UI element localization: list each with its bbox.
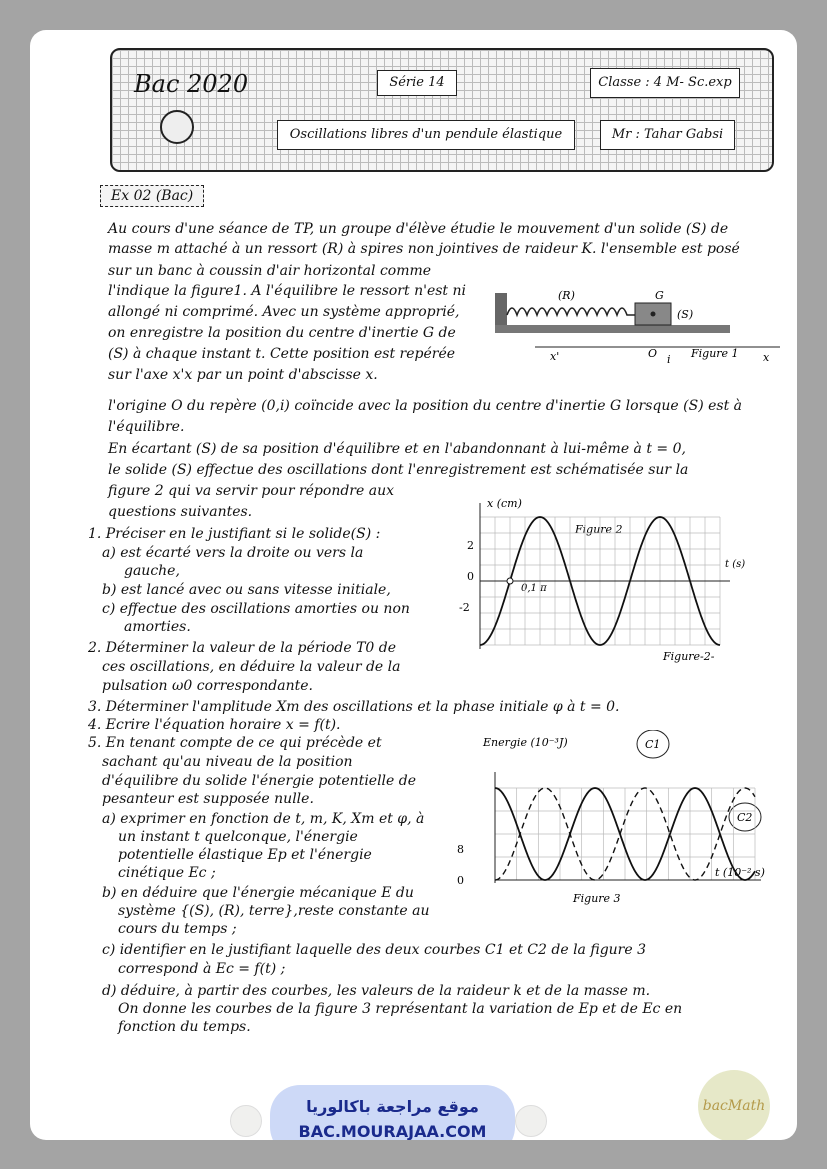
fig3-tick-0: 0 bbox=[457, 874, 464, 887]
classe-label: Classe : 4 M- Sc.exp bbox=[590, 68, 740, 98]
text-line: c) identifier en le justifiant laquelle des deux courbes C1 et C2 de la figure 3 bbox=[102, 942, 647, 958]
text-line: gauche, bbox=[124, 563, 180, 579]
figure-1 bbox=[495, 285, 785, 365]
text-line: sachant qu'au niveau de la position bbox=[102, 754, 353, 770]
bac-year: Bac 2020 bbox=[134, 70, 249, 98]
figure-3 bbox=[445, 730, 785, 910]
text-line: pesanteur est supposée nulle. bbox=[102, 791, 314, 807]
text-line: d'équilibre du solide l'énergie potentielle de bbox=[102, 773, 417, 789]
fig3-t-label: t (10⁻² s) bbox=[715, 866, 765, 879]
text-line: 3. Déterminer l'amplitude Xm des oscillations et la phase initiale φ à t = 0. bbox=[88, 699, 620, 715]
label-O: O bbox=[648, 347, 658, 360]
text-line: 1. Préciser en le justifiant si le solide(S) : bbox=[88, 526, 381, 542]
label-S: (S) bbox=[677, 308, 694, 321]
badge-right-icon bbox=[515, 1105, 547, 1137]
text-line: on enregistre la position du centre d'inertie G de bbox=[108, 325, 456, 341]
text-line: (S) à chaque instant t. Cette position est repérée bbox=[108, 346, 456, 362]
text-line: 4. Ecrire l'équation horaire x = f(t). bbox=[88, 717, 341, 733]
text-line: a) est écarté vers la droite ou vers la bbox=[102, 545, 364, 561]
bacmath-logo: bacMath bbox=[698, 1070, 770, 1140]
text-line: l'équilibre. bbox=[108, 419, 185, 435]
fig2-ylabel: x (cm) bbox=[487, 497, 522, 510]
footer-arabic: موقع مراجعة باكالوريا bbox=[306, 1097, 479, 1116]
text-line: b) en déduire que l'énergie mécanique E du bbox=[102, 885, 414, 901]
exercise-label: Ex 02 (Bac) bbox=[100, 185, 204, 207]
serie-label: Série 14 bbox=[377, 70, 457, 96]
figure-1-caption: Figure 1 bbox=[691, 347, 739, 360]
spring bbox=[507, 308, 635, 315]
header-banner bbox=[110, 48, 774, 172]
footer-banner[interactable] bbox=[270, 1085, 515, 1140]
fig2-xtick: 0,1 π bbox=[521, 583, 547, 594]
fig2-marker bbox=[507, 578, 513, 584]
badge-left-icon bbox=[230, 1105, 262, 1137]
text-line: En écartant (S) de sa position d'équilibre et en l'abandonnant à lui-même à t = 0, bbox=[108, 441, 686, 457]
footer-site-link[interactable]: BAC.MOURAJAA.COM bbox=[298, 1122, 487, 1140]
text-line: d) déduire, à partir des courbes, les valeurs de la raideur k et de la masse m. bbox=[102, 983, 651, 999]
text-line: potentielle élastique Ep et l'énergie bbox=[118, 847, 372, 863]
fig2-caption-top: Figure 2 bbox=[575, 523, 623, 536]
text-line: le solide (S) effectue des oscillations dont l'enregistrement est schématisée sur la bbox=[108, 462, 689, 478]
c1-label: C1 bbox=[645, 738, 661, 751]
text-line: cours du temps ; bbox=[118, 921, 237, 937]
teacher-label: Mr : Tahar Gabsi bbox=[600, 120, 735, 150]
text-line: sur un banc à coussin d'air horizontal comme bbox=[108, 263, 432, 279]
fig3-tick-8: 8 bbox=[457, 843, 464, 856]
fig2-caption-bottom: Figure-2- bbox=[663, 650, 715, 663]
text-line: 5. En tenant compte de ce qui précède et bbox=[88, 735, 382, 751]
air-bench bbox=[495, 325, 730, 333]
label-R: (R) bbox=[558, 289, 575, 302]
inertia-center bbox=[651, 312, 656, 317]
text-line: l'origine O du repère (0,i) coïncide avec la position du centre d'inertie G lorsque (S) est à bbox=[108, 398, 743, 414]
text-line: On donne les courbes de la figure 3 représentant la variation de Ep et de Ec en bbox=[118, 1001, 683, 1017]
document-page bbox=[30, 30, 797, 1140]
text-line: b) est lancé avec ou sans vitesse initiale, bbox=[102, 582, 391, 598]
logo-icon bbox=[160, 110, 194, 144]
text-line: ces oscillations, en déduire la valeur de la bbox=[102, 659, 401, 675]
text-line: a) exprimer en fonction de t, m, K, Xm et φ, à bbox=[102, 811, 425, 827]
fig3-ylabel: Energie (10⁻³J) bbox=[483, 736, 568, 749]
figure-2 bbox=[445, 495, 755, 665]
text-line: système {(S), (R), terre},reste constante au bbox=[118, 903, 430, 919]
text-line: c) effectue des oscillations amorties ou non bbox=[102, 601, 410, 617]
text-line: Au cours d'une séance de TP, un groupe d'élève étudie le mouvement d'un solide (S) de bbox=[108, 221, 729, 237]
label-i: i bbox=[667, 353, 671, 365]
title-label: Oscillations libres d'un pendule élastique bbox=[277, 120, 575, 150]
text-line: fonction du temps. bbox=[118, 1019, 251, 1035]
fig3-caption: Figure 3 bbox=[573, 892, 621, 905]
wall bbox=[495, 293, 507, 329]
label-G: G bbox=[655, 289, 664, 302]
fig2-tick-2: 2 bbox=[467, 539, 474, 552]
text-line: sur l'axe x'x par un point d'abscisse x. bbox=[108, 367, 378, 383]
c2-label: C2 bbox=[737, 811, 753, 824]
fig2-tick-0: 0 bbox=[467, 570, 474, 583]
text-line: masse m attaché à un ressort (R) à spires non jointives de raideur K. l'ensemble est posé bbox=[108, 241, 740, 257]
text-line: amorties. bbox=[124, 619, 191, 635]
text-line: 2. Déterminer la valeur de la période T0 de bbox=[88, 640, 397, 656]
text-line: allongé ni comprimé. Avec un système approprié, bbox=[108, 304, 460, 320]
fig2-tick-minus2: -2 bbox=[459, 601, 470, 614]
text-line: l'indique la figure1. A l'équilibre le ressort n'est ni bbox=[108, 283, 466, 299]
text-line: un instant t quelconque, l'énergie bbox=[118, 829, 358, 845]
label-xprime: x' bbox=[550, 350, 560, 363]
label-x: x bbox=[763, 351, 770, 364]
text-line: figure 2 qui va servir pour répondre aux bbox=[108, 483, 394, 499]
fig2-t-label: t (s) bbox=[725, 559, 746, 570]
text-line: correspond à Ec = f(t) ; bbox=[118, 961, 286, 977]
text-line: cinétique Ec ; bbox=[118, 865, 216, 881]
text-line: pulsation ω0 correspondante. bbox=[102, 678, 313, 694]
text-line: questions suivantes. bbox=[108, 504, 253, 520]
